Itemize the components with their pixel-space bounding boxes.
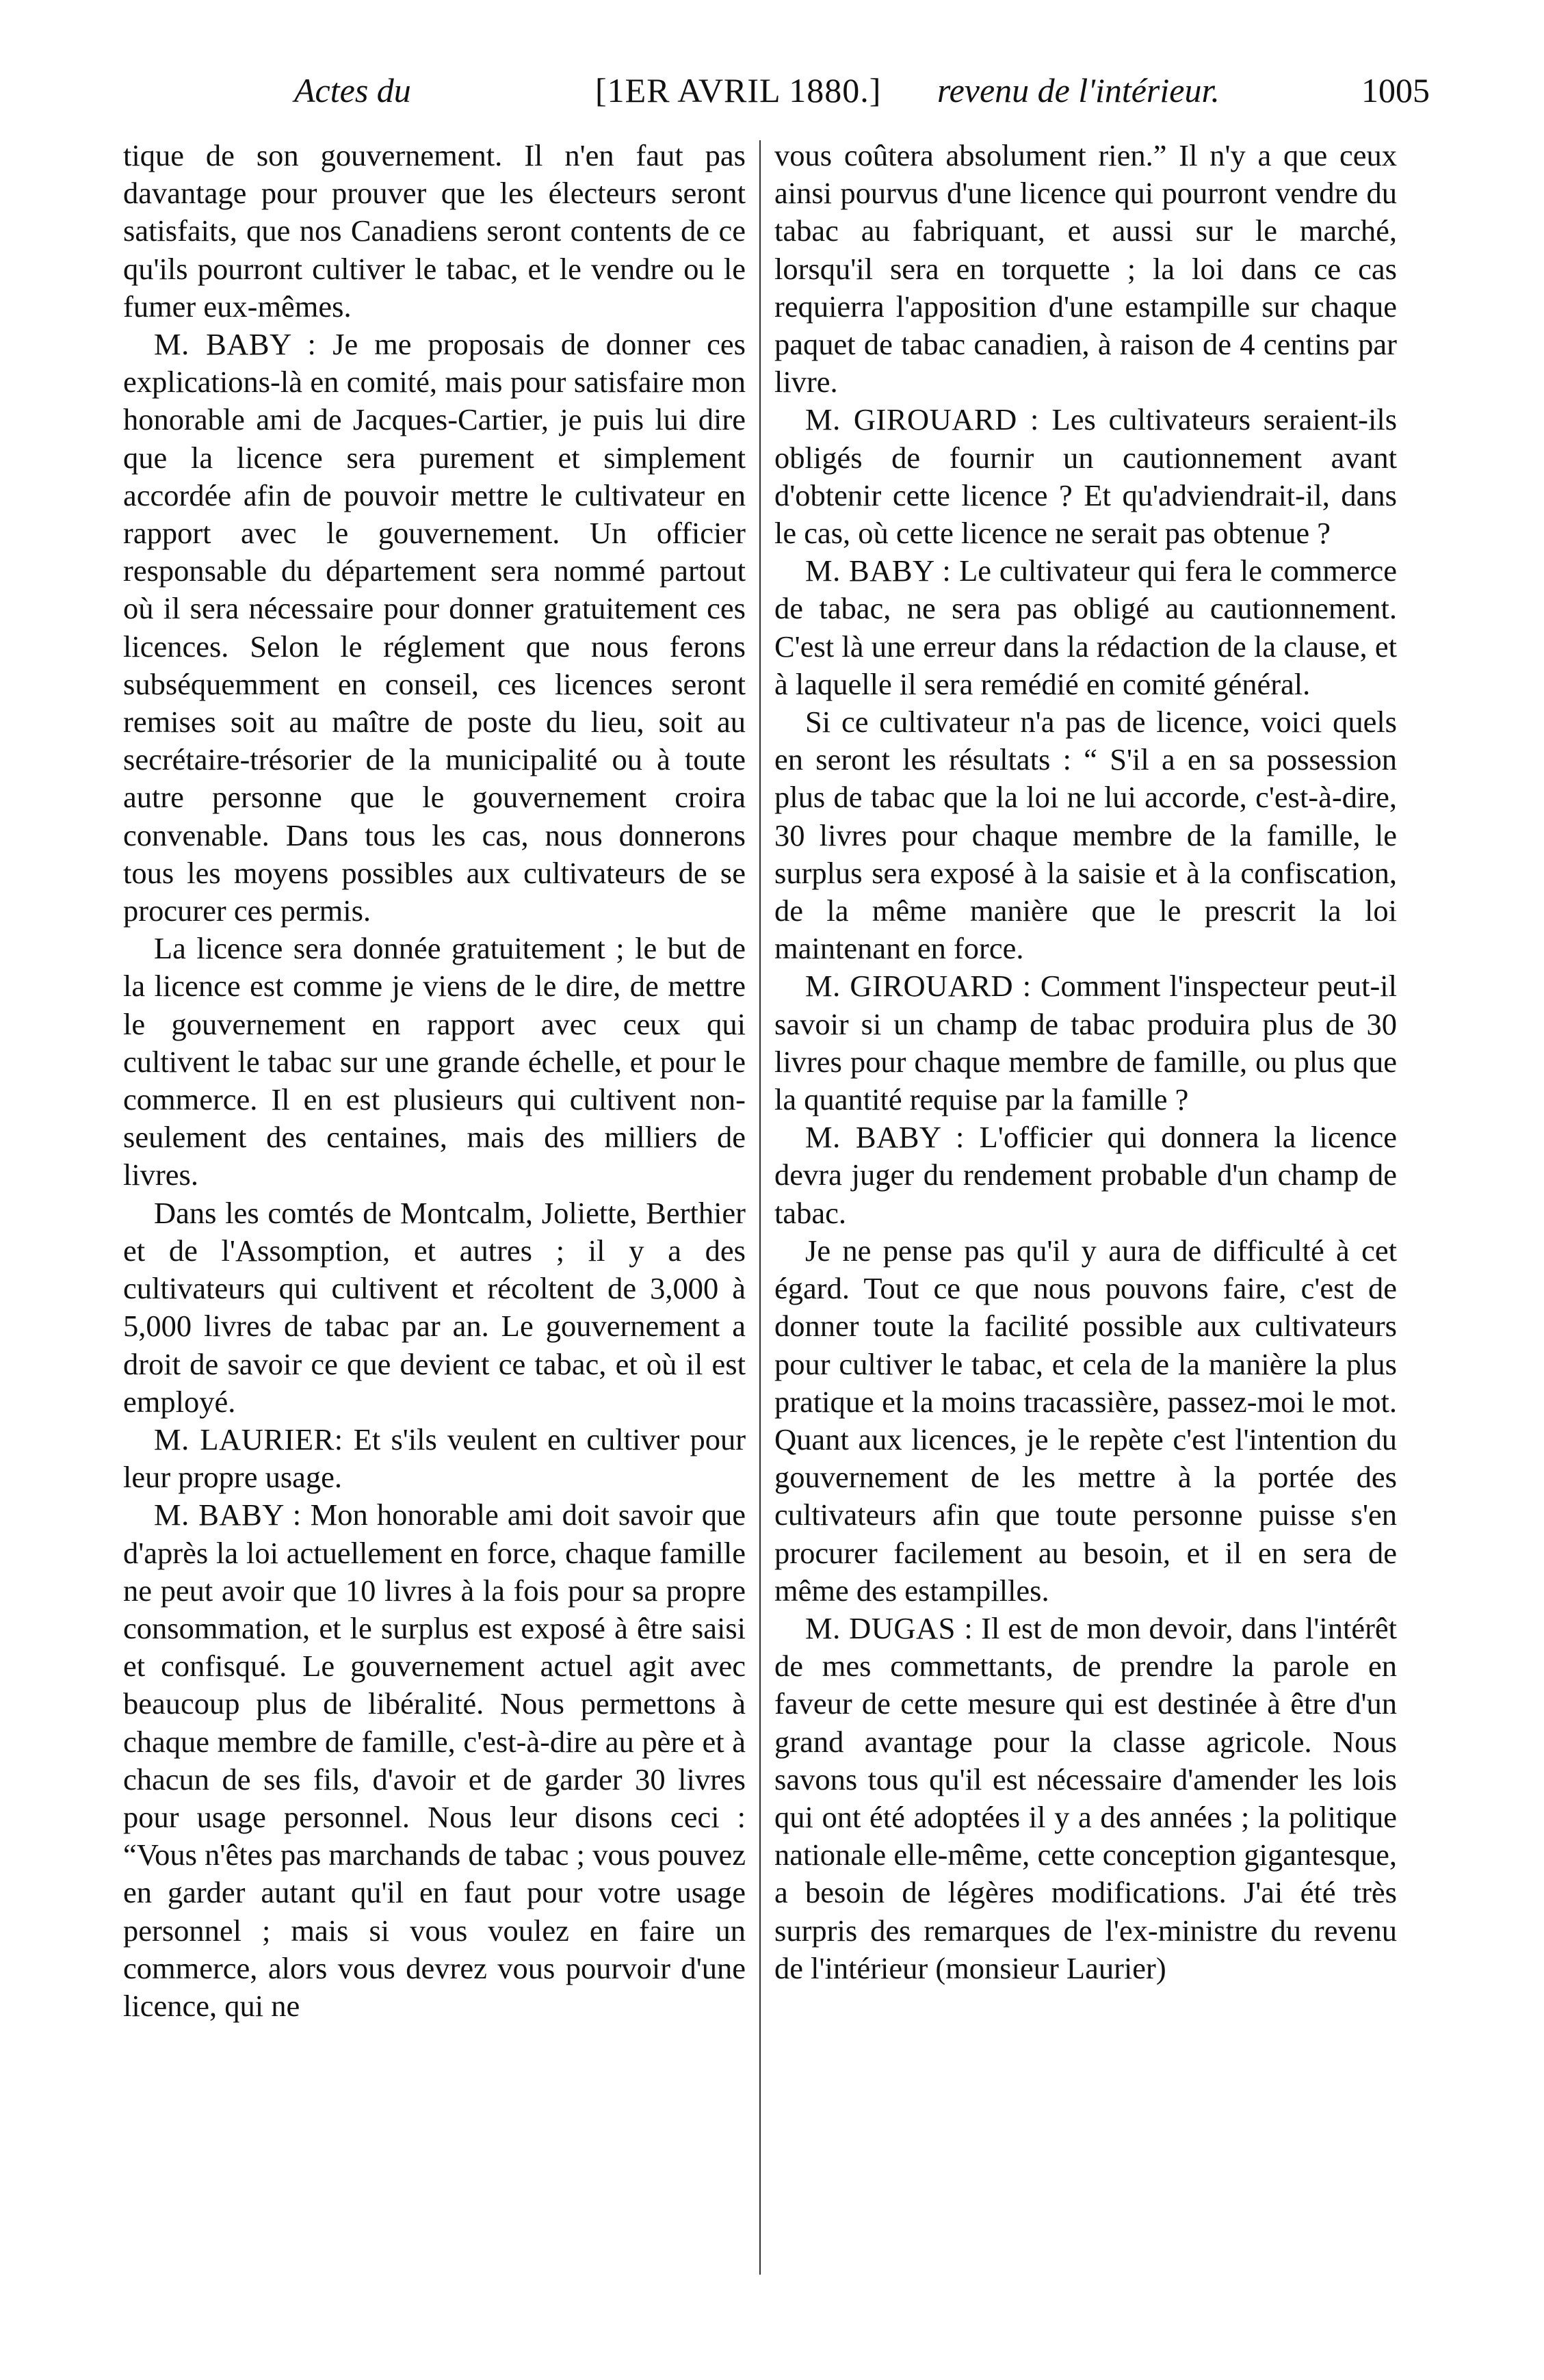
paragraph-text: L'officier qui donnera la licence devra juger du rendement probable d'un champ de tabac. [774, 1120, 1397, 1230]
paragraph [123, 1194, 746, 1421]
paragraph [774, 1232, 1397, 1610]
paragraph [123, 1421, 746, 1496]
running-head-left: Actes du [294, 71, 411, 109]
speaker-name: M. BABY : [805, 553, 952, 588]
paragraph-text: Comment l'inspecteur peut-il savoir si un champ de tabac produira plus de 30 livres pour chaque membre de famille, ou plus que la quantité requise par la famille ? [774, 969, 1398, 1117]
paragraph-text: Les cultivateurs seraient-ils obligés de fournir un cautionnement avant d'obtenir cette licence ? Et qu'adviendrait-il, dans le cas, où cette licence ne serait pas obtenue ? [774, 402, 1398, 551]
paragraph [123, 137, 746, 326]
speaker-name: M. BABY : [154, 1498, 302, 1532]
page-number: 1005 [1361, 71, 1430, 109]
speaker-name: M. LAURIER: [154, 1422, 343, 1456]
speaker-name: M. GIROUARD : [805, 969, 1032, 1004]
speaker-name: M. BABY : [154, 327, 317, 362]
running-head [294, 63, 1430, 118]
paragraph [774, 1119, 1397, 1232]
paragraph [774, 703, 1397, 967]
paragraph-text: Le cultivateur qui fera le commerce de tabac, ne sera pas obligé au cautionnement. C'est là une erreur dans la rédaction de la clause, et à laquelle il sera remédié en comité général. [774, 553, 1397, 701]
paragraph-text: Mon honorable ami doit savoir que d'après la loi actuellement en force, chaque famille ne peut avoir que 10 livres à la fois pour sa propre consommation, et le surplus est exposé à être saisi et confisqué. Le gouvernement actuel agit avec beaucoup plus de libéralité. Nous permettons à chaque membre de famille, c'est-à-dire au père et à chacun de ses fils, d'avoir et de garder 30 livres pour usage personnel. Nous leur disons ceci : “Vous n'êtes pas marchands de tabac ; vous pouvez en garder autant qu'il en faut pour votre usage personnel ; mais si vous voulez en faire un commerce, alors vous devrez vous pourvoir d'une licence, qui ne [123, 1498, 746, 2023]
paragraph [123, 930, 746, 1194]
speaker-name: M. GIROUARD : [805, 402, 1039, 437]
paragraph [123, 1496, 746, 2025]
column-divider [759, 140, 761, 2275]
paragraph [774, 401, 1397, 552]
speaker-name: M. DUGAS : [805, 1610, 973, 1645]
paragraph-text: Et s'ils veulent en cultiver pour leur propre usage. [123, 1422, 746, 1495]
paragraph-text: Il est de mon devoir, dans l'intérêt de mes commettants, de prendre la parole en faveur de cette mesure qui est destinée à être d'un grand avantage pour la classe agricole. Nous savons tous qu'il est nécessaire d'amender les lois qui ont été adoptées il y a des années ; la politique nationale elle-même, cette conception gigantesque, a besoin de légères modifications. J'ai été très surpris des remarques de l'ex-ministre du revenu de l'intérieur (monsieur Laurier) [774, 1610, 1398, 1985]
speaker-name: M. BABY : [805, 1120, 965, 1155]
running-head-date: [1ER AVRIL 1880.] [595, 71, 882, 109]
paragraph-text: Je ne pense pas qu'il y aura de difficulté à cet égard. Tout ce que nous pouvons faire, c'est de donner toute la facilité possible aux cultivateurs pour cultiver le tabac, et cela de la manière la plus pratique et la moins tracassière, passez-moi le mot. Quant aux licences, je le repète c'est l'intention du gouvernement de les mettre à la portée des cultivateurs afin que toute personne puisse s'en procurer facilement au besoin, et il en sera de même des estampilles. [774, 1233, 1397, 1608]
paragraph-text: Si ce cultivateur n'a pas de licence, voici quels en seront les résultats : “ S'il a en sa possession plus de tabac que la loi ne lui accorde, c'est-à-dire, 30 livres pour chaque membre de la famille, le surplus sera exposé à la saisie et à la confiscation, de la même manière que le prescrit la loi maintenant en force. [774, 705, 1397, 966]
paragraph-text: tique de son gouvernement. Il n'en faut pas davantage pour prouver que les électeurs seront satisfaits, que nos Canadiens seront contents de ce qu'ils pourront cultiver le tabac, et le vendre ou le fumer eux-mêmes. [123, 138, 746, 324]
left-column [123, 137, 746, 2025]
paragraph-text: Je me proposais de donner ces explications-là en comité, mais pour satisfaire mon honorable ami de Jacques-Cartier, je puis lui dire que la licence sera purement et simplement accordée afin de pouvoir mettre le cultivateur en rapport avec le gouvernement. Un officier responsable du département sera nommé partout où il sera nécessaire pour donner gratuitement ces licences. Selon le réglement que nous ferons subséquemment en conseil, ces licences seront remises soit au maître de poste du lieu, soit au secrétaire-trésorier de la municipalité ou à toute autre personne que le gouvernement croira convenable. Dans tous les cas, nous donnerons tous les moyens possibles aux cultivateurs de se procurer ces permis. [123, 327, 746, 928]
paragraph [123, 326, 746, 930]
paragraph [774, 137, 1397, 401]
right-column [774, 137, 1397, 1987]
running-head-right: revenu de l'intérieur. [937, 71, 1220, 109]
paragraph [774, 1610, 1397, 1987]
paragraph [774, 967, 1397, 1119]
paragraph-text: Dans les comtés de Montcalm, Joliette, Berthier et de l'Assomption, et autres ; il y a des cultivateurs qui cultivent et récoltent de 3,000 à 5,000 livres de tabac par an. Le gouvernement a droit de savoir ce que devient ce tabac, et où il est employé. [123, 1195, 746, 1419]
paragraph-text: vous coûtera absolument rien.” Il n'y a que ceux ainsi pourvus d'une licence qui pourront vendre du tabac au fabriquant, et aussi sur le marché, lorsqu'il sera en torquette ; la loi dans ce cas requierra l'apposition d'une estampille sur chaque paquet de tabac canadien, à raison de 4 centins par livre. [774, 138, 1397, 400]
paragraph-text: La licence sera donnée gratuitement ; le but de la licence est comme je viens de le dire, de mettre le gouvernement en rapport avec ceux qui cultivent le tabac sur une grande échelle, et pour le commerce. Il en est plusieurs qui cultivent non-seulement des centaines, mais des milliers de livres. [123, 931, 746, 1192]
paragraph [774, 552, 1397, 703]
